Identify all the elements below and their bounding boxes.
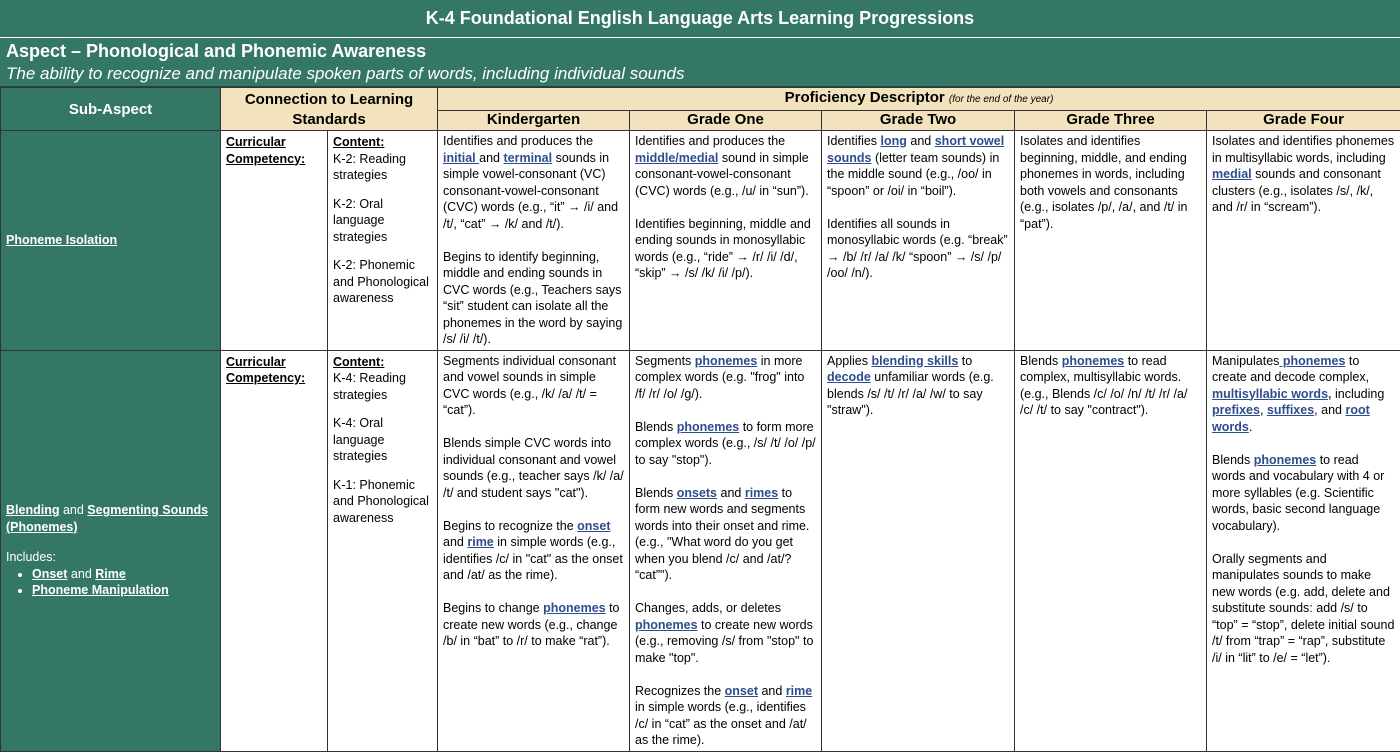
descriptor-kindergarten (438, 350, 630, 751)
content-item: K-2: Reading strategies (333, 151, 432, 184)
keyword-link[interactable]: phonemes (1062, 354, 1125, 368)
keyword-link[interactable]: prefixes (1212, 403, 1260, 417)
descriptor-grade-two (822, 350, 1015, 751)
descriptor-text: Identifies and produces the initial and terminal sounds in simple vowel-consonant (VC) consonant-vowel-consonant (CVC) words (e.g., “it” → /i/ and /t/, “cat” → /k/ and /t/). (443, 133, 624, 232)
keyword-link[interactable]: rimes (745, 486, 778, 500)
grade-header-3: Grade Three (1015, 110, 1207, 130)
keyword-link[interactable]: onset (725, 684, 758, 698)
proficiency-title: Proficiency Descriptor (785, 89, 945, 106)
content-cell (328, 131, 438, 351)
descriptor-text: Identifies beginning, middle and ending sounds in monosyllabic words (e.g., “ride” → /r/ /i/ /d/, “skip” → /s/ /k/ /i/ /p/). (635, 216, 816, 282)
descriptor-text: Recognizes the onset and rime in simple words (e.g., identifies /c/ in “cat” as the onset and /at/ as the rime). (635, 683, 816, 749)
keyword-link[interactable]: decode (827, 370, 871, 384)
grade-header-k: Kindergarten (438, 110, 630, 130)
content-label: Content: (333, 354, 432, 371)
aspect-heading: Aspect – Phonological and Phonemic Awareness (6, 38, 1400, 63)
keyword-link[interactable]: phonemes (543, 601, 606, 615)
keyword-link[interactable]: phonemes (1254, 453, 1317, 467)
descriptor-text: Blends phonemes to read complex, multisyllabic words. (e.g., Blends /c/ /o/ /n/ /t/ /r/ /a/ /c/ /t/ to say "contract"). (1020, 353, 1201, 419)
includes-label: Includes: (6, 549, 215, 566)
descriptor-text: Identifies and produces the middle/medial sound in simple consonant-vowel-consonant (CVC) words (e.g., /u/ in “sun”). (635, 133, 816, 199)
descriptor-kindergarten (438, 131, 630, 351)
table-row (1, 131, 1400, 351)
content-item: K-2: Oral language strategies (333, 196, 432, 246)
keyword-link[interactable]: onsets (677, 486, 717, 500)
keyword-link[interactable]: rime (786, 684, 812, 698)
descriptor-text: Changes, adds, or deletes phonemes to create new words (e.g., removing /s/ from "stop" to make "top". (635, 600, 816, 666)
keyword-link[interactable]: blending skills (872, 354, 959, 368)
keyword-link[interactable]: rime (467, 535, 493, 549)
sub-aspect-link[interactable]: Phoneme Manipulation (32, 583, 169, 597)
descriptor-text: Orally segments and manipulates sounds to make new words (e.g. add, delete and substitute sounds: add /s/ to “top” = “stop”, delete initial sound /t/ from “trap” = “rap”, substitute /i/ in “lit” to /e/ = “let”). (1212, 551, 1395, 667)
keyword-link[interactable]: phonemes (677, 420, 740, 434)
descriptor-text: Segments phonemes in more complex words (e.g. "frog" into /f/ /r/ /o/ /g/). (635, 353, 816, 403)
sub-aspect-link[interactable]: Phoneme Isolation (6, 233, 117, 247)
descriptor-text: Identifies long and short vowel sounds (letter team sounds) in the middle sound (e.g., /oo/ in “spoon” or /oi/ in “boil”). (827, 133, 1009, 199)
grade-header-4: Grade Four (1207, 110, 1400, 130)
keyword-link[interactable]: terminal (503, 151, 552, 165)
keyword-link[interactable]: short vowel sounds (827, 134, 1004, 165)
keyword-link[interactable]: multisyllabic words, (1212, 387, 1331, 401)
descriptor-text: Identifies all sounds in monosyllabic words (e.g. “break” → /b/ /r/ /a/ /k/ “spoon” → /s/ /p/ /oo/ /n/). (827, 216, 1009, 282)
descriptor-grade-three (1015, 131, 1207, 351)
grade-header-1: Grade One (630, 110, 822, 130)
keyword-link[interactable]: long (881, 134, 907, 148)
sub-aspect-header: Sub-Aspect (1, 88, 221, 131)
sub-aspect-title: Blending and Segmenting Sounds (Phonemes) (6, 502, 215, 535)
keyword-link[interactable]: phonemes (695, 354, 758, 368)
list-item: • Onset and Rime (32, 566, 215, 583)
descriptor-text: Blends onsets and rimes to form new words and segments words into their onset and rime. (e.g., "What word do you get when you blend /c/ and /at/? “cat”"). (635, 485, 816, 584)
grade-header-2: Grade Two (822, 110, 1015, 130)
keyword-link[interactable]: phonemes (1279, 354, 1345, 368)
content-cell (328, 350, 438, 751)
curricular-label: Curricular Competency: (221, 350, 328, 751)
keyword-link[interactable]: root words (1212, 403, 1370, 434)
proficiency-note: (for the end of the year) (949, 94, 1054, 105)
keyword-link[interactable]: phonemes (635, 618, 698, 632)
table-row (1, 350, 1400, 751)
keyword-link[interactable]: initial (443, 151, 479, 165)
keyword-link[interactable]: medial (1212, 167, 1252, 181)
curricular-label: Curricular Competency: (221, 131, 328, 351)
page-title: K-4 Foundational English Language Arts Learning Progressions (0, 0, 1400, 38)
keyword-link[interactable]: middle/medial (635, 151, 718, 165)
descriptor-grade-three (1015, 350, 1207, 751)
list-item (32, 582, 215, 599)
descriptor-text: Applies blending skills to decode unfamiliar words (e.g. blends /s/ /t/ /r/ /a/ /w/ to say "straw"). (827, 353, 1009, 419)
descriptor-grade-two (822, 131, 1015, 351)
sub-aspect-link[interactable]: Segmenting Sounds (Phonemes) (6, 503, 208, 534)
content-item: K-1: Phonemic and Phonological awareness (333, 477, 432, 527)
aspect-description: The ability to recognize and manipulate spoken parts of words, including individual sounds (6, 63, 1400, 85)
sub-aspect-cell (1, 131, 221, 351)
content-label: Content: (333, 134, 432, 151)
keyword-link[interactable]: onset (577, 519, 610, 533)
descriptor-text: Isolates and identifies phonemes in multisyllabic words, including medial sounds and consonant clusters (e.g., isolates /s/, /k/, and /r/ in “scream”). (1212, 133, 1395, 216)
descriptor-text: Begins to change phonemes to create new words (e.g., change /b/ in “bat” to /r/ to make “rat”). (443, 600, 624, 650)
includes-list (6, 566, 215, 599)
includes-block (6, 549, 215, 599)
descriptor-grade-one (630, 350, 822, 751)
descriptor-grade-four (1207, 350, 1400, 751)
descriptor-text: Blends phonemes to read words and vocabulary with 4 or more syllables (e.g. Scientific words, basic second language vocabulary). (1212, 452, 1395, 535)
progressions-table (0, 87, 1400, 752)
proficiency-header (438, 88, 1400, 111)
descriptor-grade-one (630, 131, 822, 351)
descriptor-grade-four (1207, 131, 1400, 351)
aspect-banner (0, 38, 1400, 87)
descriptor-text: Begins to identify beginning, middle and ending sounds in CVC words (e.g., Teachers says “sit” student can isolate all the phonemes in the word by saying /s/ /i/ /t/). (443, 249, 624, 348)
connection-header: Connection to Learning Standards (221, 88, 438, 131)
keyword-link[interactable]: suffixes (1267, 403, 1314, 417)
descriptor-text: Begins to recognize the onset and rime in simple words (e.g., identifies /c/ in "cat" as the onset and /at/ as the rime). (443, 518, 624, 584)
sub-aspect-link[interactable]: Blending (6, 503, 59, 517)
descriptor-text: Manipulates phonemes to create and decode complex, multisyllabic words, including prefixes, suffixes, and root words. (1212, 353, 1395, 436)
descriptor-text: Blends phonemes to form more complex words (e.g., /s/ /t/ /o/ /p/ to say "stop"). (635, 419, 816, 469)
descriptor-text: Blends simple CVC words into individual consonant and vowel sounds (e.g., teacher says /k/ /a/ /t/ and student says "cat"). (443, 435, 624, 501)
content-item: K-2: Phonemic and Phonological awareness (333, 257, 432, 307)
sub-aspect-link[interactable]: Rime (95, 567, 126, 581)
content-item: K-4: Oral language strategies (333, 415, 432, 465)
content-item: K-4: Reading strategies (333, 370, 432, 403)
sub-aspect-cell (1, 350, 221, 751)
descriptor-text: Isolates and identifies beginning, middle, and ending phonemes in words, including both vowels and consonants (e.g., isolates /p/, /a/, and /t/ in “pat”). (1020, 133, 1201, 232)
sub-aspect-link[interactable]: Onset (32, 567, 67, 581)
descriptor-text: Segments individual consonant and vowel sounds in simple CVC words (e.g., /k/ /a/ /t/ = “cat”). (443, 353, 624, 419)
